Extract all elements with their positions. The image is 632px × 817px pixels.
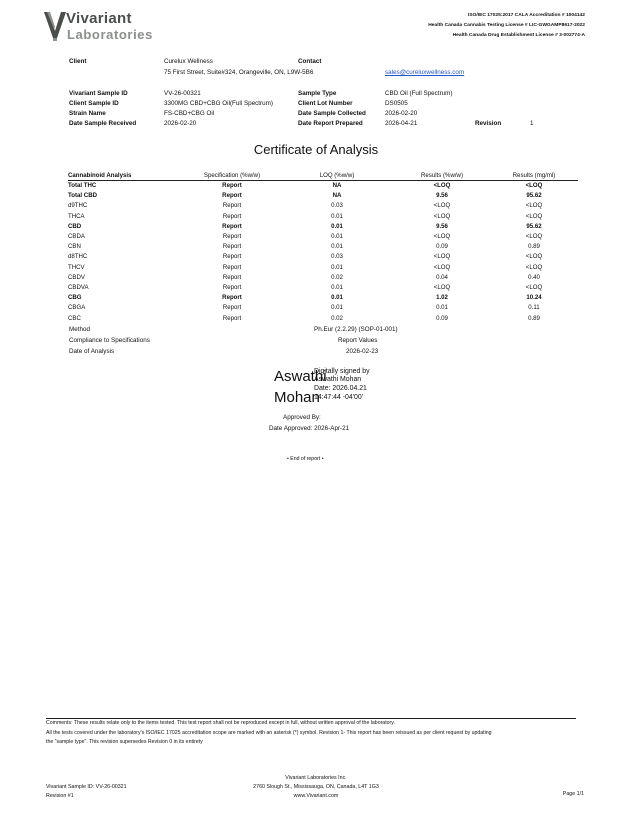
date-received-value: 2026-02-20 [164,120,197,127]
table-row [68,242,578,252]
cell-specification: Report [222,284,242,292]
cell-specification: Report [222,253,242,261]
cell-analyte: THCA [68,212,85,220]
table-row [68,293,578,303]
cell-loq: 0.01 [331,243,343,251]
cell-analyte: CBDVA [68,284,89,292]
logo-word-vivariant: Vivariant [66,10,132,27]
col-header-results-mg: Results (mg/ml) [490,171,578,181]
cell-result-mg: 10.24 [526,294,542,302]
strain-name-value: FS-CBD+CBG Oil [164,110,215,117]
cell-specification: Report [222,222,242,230]
cell-result-mg: <LOQ [525,182,543,189]
cell-result-mg: <LOQ [525,202,543,210]
cell-specification: Report [222,212,242,220]
approved-by-label: Approved By: [283,414,321,421]
cell-result-mg: <LOQ [525,263,543,271]
cell-loq: 0.02 [331,314,343,322]
date-collected-value: 2026-02-20 [385,110,418,117]
client-label: Client [69,58,87,65]
comment-line-2: All the tests covered under the laboratory's ISO/IEC 17025 accreditation scope are marked with an asterisk (*) symbol. Revision 1- This report has been reissued as per client request by updating [46,730,492,736]
analysis-date-value: 2026-02-23 [346,348,379,355]
cell-analyte: CBG [68,294,82,302]
footer-website: www.Vivariant.com [293,793,339,799]
cannabinoid-table-body [68,181,578,324]
contact-label: Contact [298,58,322,65]
cell-analyte: d9THC [68,202,88,210]
cell-loq: 0.01 [331,284,343,292]
cell-result-mg: <LOQ [525,212,543,220]
table-row [68,303,578,313]
cell-result-pct: <LOQ [433,263,451,271]
cell-analyte: Total THC [68,182,97,189]
lot-number-label: Client Lot Number [298,100,353,107]
cell-analyte: CBN [68,243,81,251]
cell-result-mg: 0.89 [528,243,540,251]
cell-result-pct: 9.56 [436,192,448,200]
compliance-value: Report Values [338,337,378,344]
cell-specification: Report [222,273,242,281]
table-row [68,232,578,242]
cell-analyte: THCV [68,263,85,271]
end-of-report: • End of report • [287,456,324,462]
contact-email-link[interactable]: sales@cureluxwellness.com [385,69,465,76]
lot-number-value: DS0505 [385,100,408,107]
comments-divider [46,718,576,719]
cell-result-mg: 0.89 [528,314,540,322]
cell-specification: Report [222,304,242,312]
cell-analyte: Total CBD [68,192,97,200]
logo-word-laboratories: Laboratories [67,27,153,42]
cell-specification: Report [222,202,242,210]
cell-result-mg: <LOQ [525,253,543,261]
sample-id-label: Vivariant Sample ID [69,90,128,97]
cell-loq: 0.03 [331,253,343,261]
cell-specification: Report [222,182,242,189]
revision-label: Revision [475,120,502,127]
cannabinoid-table [68,171,578,324]
cell-result-mg: 95.62 [526,222,542,230]
cell-result-pct: <LOQ [433,182,451,189]
cell-result-mg: <LOQ [525,284,543,292]
table-row [68,252,578,262]
sample-id-value: VV-26-00321 [164,90,201,97]
cell-loq: NA [332,182,342,189]
cell-result-mg: 0.40 [528,273,540,281]
cell-loq: 0.01 [331,294,343,302]
cell-result-pct: <LOQ [433,284,451,292]
cell-specification: Report [222,192,242,200]
table-row [68,314,578,324]
footer-sample-id: Vivariant Sample ID: VV-26-00321 [46,784,127,790]
revision-value: 1 [530,120,534,127]
company-logo [44,10,164,44]
cell-specification: Report [222,314,242,322]
col-header-results-pct: Results (%w/w) [394,171,490,181]
cell-specification: Report [222,294,242,302]
footer-address: 2760 Slough St., Mississauga, ON, Canada, L4T 1G3 [253,784,379,790]
cell-loq: 0.01 [331,233,343,241]
sample-type-label: Sample Type [298,90,337,97]
table-row [68,273,578,283]
cell-result-pct: <LOQ [433,212,451,220]
date-prepared-value: 2026-04-21 [385,120,418,127]
date-collected-label: Date Sample Collected [298,110,366,117]
col-header-loq: LOQ (%w/w) [280,171,394,181]
compliance-label: Compliance to Specifications [69,337,150,344]
analysis-date-label: Date of Analysis [69,348,115,355]
cell-result-pct: 9.56 [436,222,448,230]
table-row [68,212,578,222]
footer-revision: Revision #1 [46,793,74,799]
table-row [68,222,578,232]
digital-signature [274,366,414,410]
method-value: Ph.Eur (2.2.29) (SOP-01-001) [314,326,398,333]
method-label: Method [69,326,91,333]
cell-analyte: CBC [68,314,81,322]
table-row [68,283,578,293]
cell-result-pct: 0.01 [436,304,448,312]
table-row [68,263,578,273]
table-row [68,181,578,192]
document-title: Certificate of Analysis [253,142,379,157]
signature-line-2: Aswathi Mohan [314,376,362,383]
signature-line-1: Digitally signed by [314,368,370,375]
footer-company: Vivariant Laboratories Inc. [285,775,347,781]
cell-result-mg: 95.62 [526,192,542,200]
table-row [68,191,578,201]
cell-loq: 0.01 [331,222,343,230]
cell-analyte: CBGA [68,304,86,312]
sample-type-value: CBD Oil (Full Spectrum) [385,90,453,97]
cell-loq: 0.03 [331,202,343,210]
cell-analyte: CBD [68,222,82,230]
table-row [68,201,578,211]
col-header-specification: Specification (%w/w) [184,171,280,181]
date-approved: Date Approved: 2026-Apr-21 [269,425,350,432]
strain-name-label: Strain Name [69,110,106,117]
cell-specification: Report [222,263,242,271]
cell-result-mg: 0.11 [528,304,540,312]
cell-result-pct: <LOQ [433,233,451,241]
cell-analyte: CBDA [68,233,85,241]
comment-line-1: Comments: These results relate only to the items tested. This test report shall not be reproduced except in full, without written approval of the laboratory. [46,720,395,726]
cell-result-pct: 0.09 [436,314,448,322]
cell-analyte: CBDV [68,273,85,281]
client-sample-id-value: 3300MG CBD+CBG Oil(Full Spectrum) [164,100,273,107]
cell-loq: 0.02 [331,273,343,281]
cell-result-pct: 1.02 [436,294,448,302]
accreditation-cala: ISO/IEC 17025:2017 CALA Accreditation # 1004142 [467,13,585,18]
cell-specification: Report [222,243,242,251]
cell-result-pct: 0.09 [436,243,448,251]
footer-page-number: Page 1/1 [562,791,584,797]
date-prepared-label: Date Report Prepared [298,120,363,127]
cell-result-pct: <LOQ [433,202,451,210]
client-name: Curelux Wellness [164,58,213,65]
cell-analyte: d8THC [68,253,88,261]
cell-loq: 0.01 [331,304,343,312]
table-header-row [68,171,578,181]
col-header-analysis: Cannabinoid Analysis [68,171,184,181]
accreditation-drug-license: Health Canada Drug Establishment License # 3-002774-A [452,33,585,38]
cell-specification: Report [222,233,242,241]
cell-result-mg: <LOQ [525,233,543,241]
cell-result-pct: 0.04 [436,273,448,281]
signature-line-3: Date: 2026.04.21 [314,385,367,392]
signature-line-4: 14:47:44 -04'00' [314,394,363,401]
logo-v-mark-icon [44,12,66,42]
cell-loq: NA [332,192,342,200]
cell-loq: 0.01 [331,212,343,220]
client-address: 75 First Street, Suite#324, Orangeville, ON, L9W-5B6 [164,69,314,76]
signature-last-name: Mohan [274,389,320,406]
accreditation-cannabis-license: Health Canada Cannabis Testing License # LIC-GWGAMP8617-2022 [428,23,585,28]
cell-loq: 0.01 [331,263,343,271]
client-sample-id-label: Client Sample ID [69,100,119,107]
date-received-label: Date Sample Received [69,120,137,127]
cell-result-pct: <LOQ [433,253,451,261]
signature-first-name: Aswathi [274,368,327,385]
comment-line-3: the "sample type". This revision supersedes Revision 0 in its entirety [46,739,203,745]
